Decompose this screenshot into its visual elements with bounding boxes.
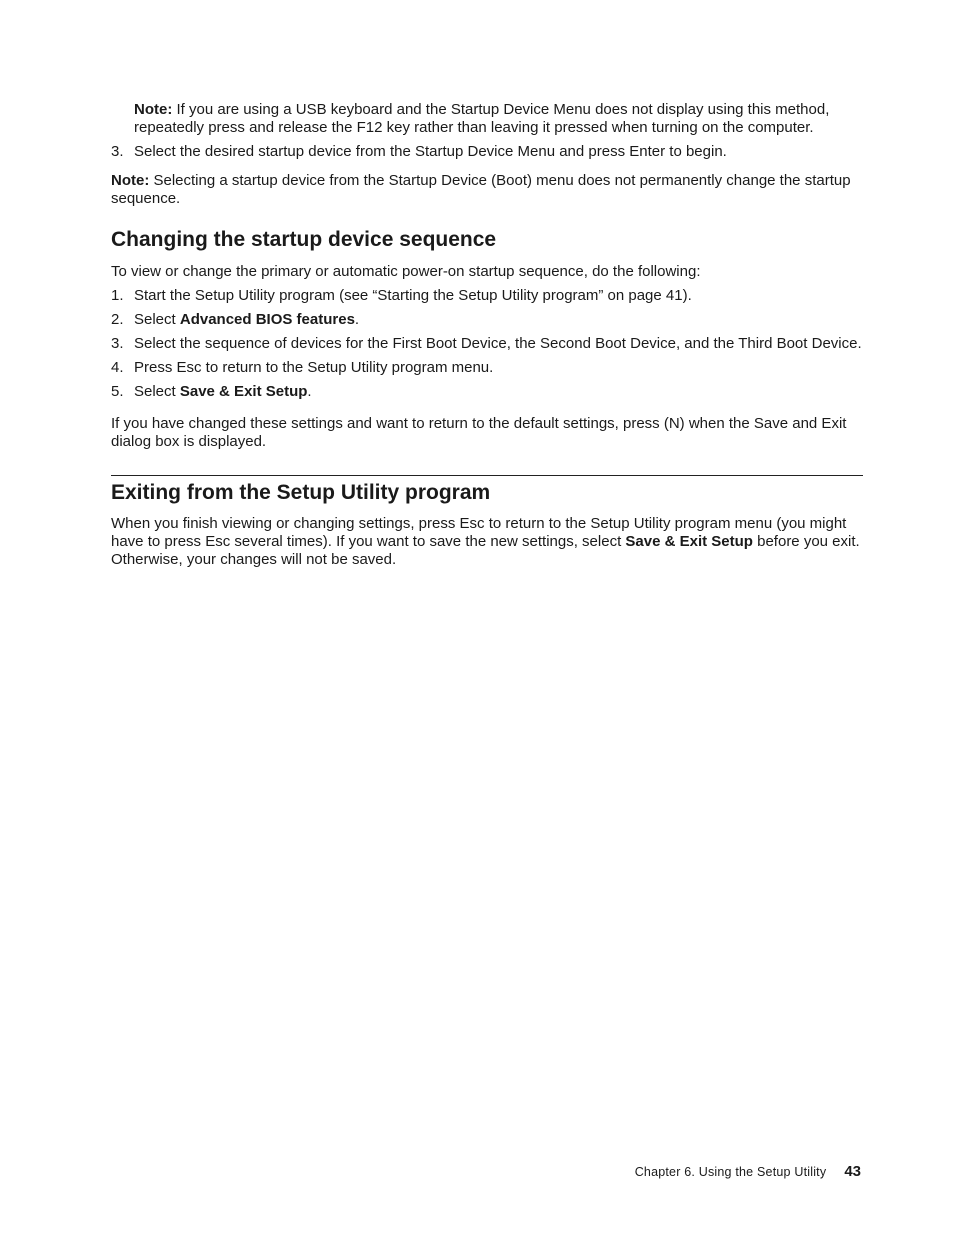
text-run: Start the Setup Utility program (see “Starting the Setup Utility program” on page 41). <box>134 287 692 304</box>
list-text <box>134 311 863 329</box>
page-footer <box>635 1163 861 1180</box>
text-run: . <box>307 383 312 400</box>
list-text <box>134 287 863 305</box>
list-text <box>134 335 863 353</box>
bold-run: Advanced BIOS features <box>179 311 355 328</box>
list-item <box>111 143 863 161</box>
list-number: 3. <box>111 335 124 352</box>
list-item <box>111 287 863 305</box>
exit-paragraph <box>111 515 863 569</box>
list-number: 5. <box>111 383 124 400</box>
text-run: Select <box>134 383 180 400</box>
section-intro: To view or change the primary or automatic power-on startup sequence, do the following: <box>111 263 701 280</box>
list-text <box>134 383 863 401</box>
note-label: Note: <box>111 172 150 189</box>
section-heading-exiting: Exiting from the Setup Utility program <box>111 481 491 504</box>
list-item <box>111 359 863 377</box>
section-heading-startup-sequence: Changing the startup device sequence <box>111 228 497 251</box>
list-item <box>111 383 863 401</box>
chapter-title: Chapter 6. Using the Setup Utility <box>634 1165 827 1179</box>
note-label: Note: <box>134 101 173 118</box>
list-number: 1. <box>111 287 124 304</box>
list-item <box>111 335 863 353</box>
bold-run: Save & Exit Setup <box>179 383 308 400</box>
list-item <box>111 311 863 329</box>
list-text: Select the desired startup device from the Startup Device Menu and press Enter to begin. <box>134 143 727 160</box>
text-run: Select <box>134 311 180 328</box>
text-run: Select the sequence of devices for the First Boot Device, the Second Boot Device, and the Third Boot Device. <box>134 335 862 352</box>
bold-run: Save & Exit Setup <box>625 533 753 550</box>
boot-menu-note <box>111 172 863 208</box>
list-number: 2. <box>111 311 124 328</box>
list-number: 4. <box>111 359 124 376</box>
page-number: 43 <box>844 1163 861 1180</box>
note-text: If you are using a USB keyboard and the Startup Device Menu does not display using this method, repeatedly press and release the F12 key rather than leaving it pressed when turning on the computer. <box>134 101 830 136</box>
text-run: When you finish viewing or changing settings, press Esc to return to the Setup Utility program menu (you might have to press Esc several times). If you want to save the new settings, select <box>111 515 847 550</box>
text-run: . <box>354 311 360 328</box>
text-run: before you exit. Otherwise, your changes will not be saved. <box>111 533 860 568</box>
note-text: Selecting a startup device from the Startup Device (Boot) menu does not permanently change the startup sequence. <box>111 172 851 207</box>
text-run: Press Esc to return to the Setup Utility program menu. <box>134 359 494 376</box>
section-divider <box>111 475 863 476</box>
default-settings-paragraph: If you have changed these settings and want to return to the default settings, press (N) when the Save and Exit dialog box is displayed. <box>111 415 847 450</box>
document-body <box>111 101 863 569</box>
list-text <box>134 359 863 377</box>
usb-keyboard-note <box>134 101 863 137</box>
list-number: 3. <box>111 143 124 160</box>
steps-list <box>111 287 863 401</box>
